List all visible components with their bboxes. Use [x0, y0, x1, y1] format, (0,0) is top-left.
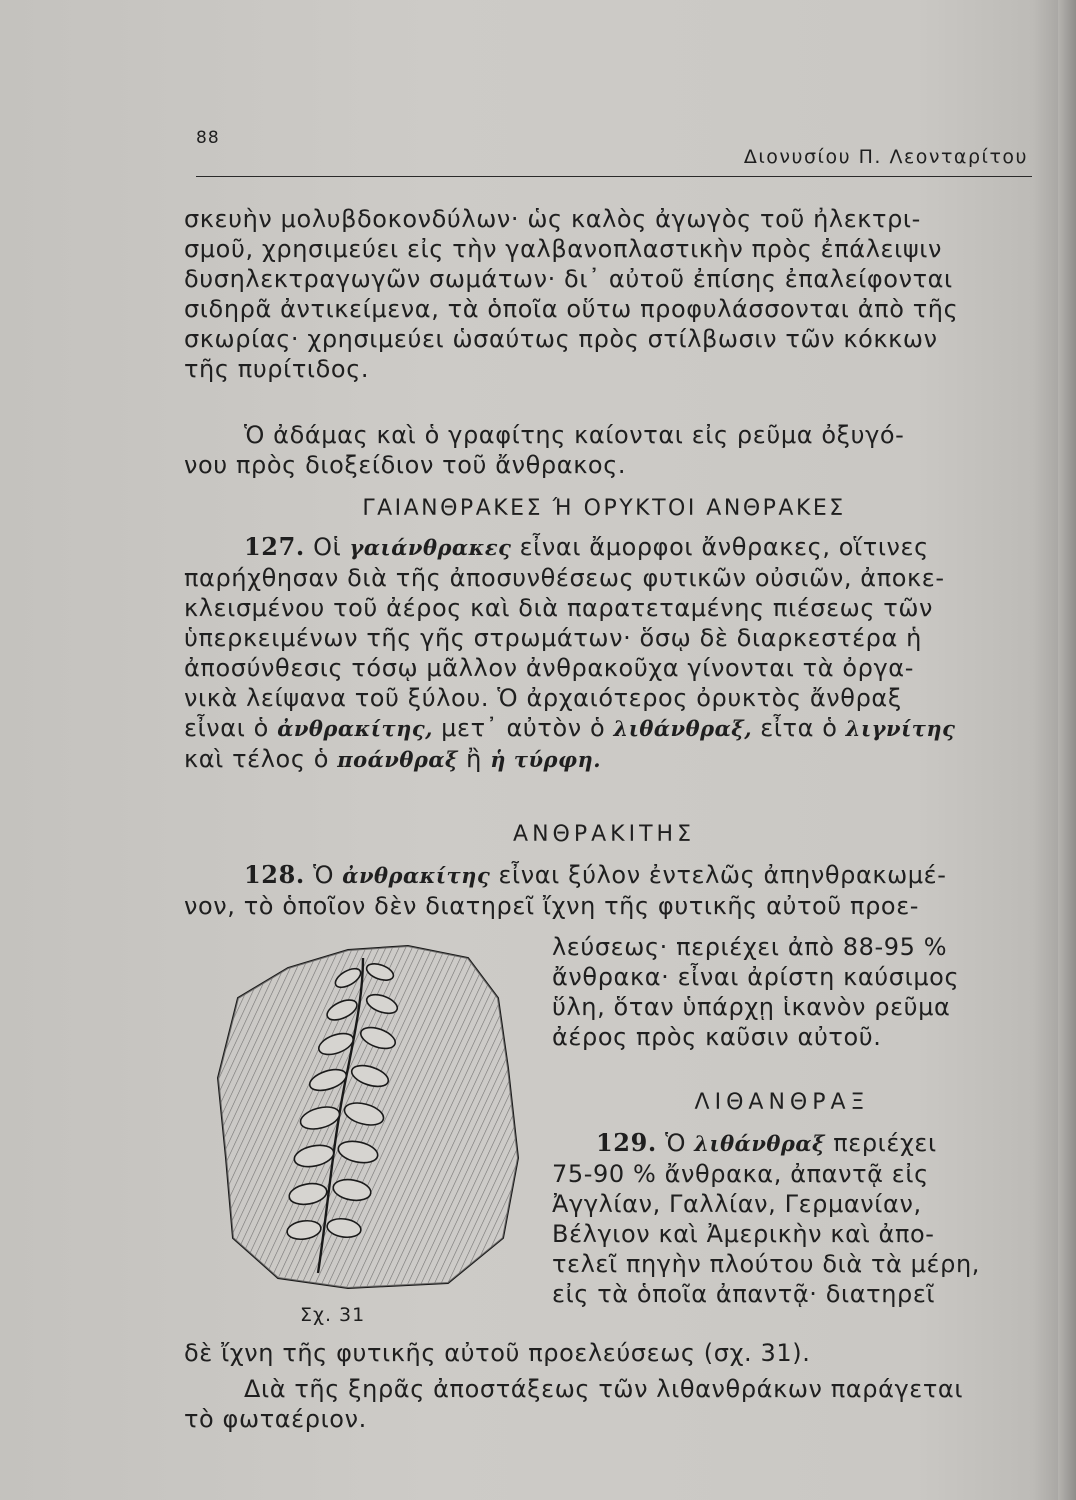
- header-rule: [196, 176, 1032, 177]
- text-line: 75-90 % ἄνθρακα, ἀπαντᾷ εἰς: [552, 1160, 929, 1188]
- text-span: ἢ: [457, 745, 491, 773]
- fern-fossil-illustration-icon: [198, 938, 538, 1310]
- text-line: δυσηλεκτραγωγῶν σωμάτων· δι᾽ αὐτοῦ ἐπίσης ἐπαλείφονται: [184, 265, 953, 293]
- term-peat-coal: ποάνθραξ: [337, 747, 458, 772]
- text-line: σκωρίας· χρησιμεύει ὡσαύτως πρὸς στίλβωσιν τῶν κόκκων: [184, 325, 938, 353]
- text-line: τὸ φωταέριον.: [184, 1405, 367, 1433]
- text-line: ὑπερκειμένων τῆς γῆς στρωμάτων· ὅσῳ δὲ διαρκεστέρα ἡ: [184, 624, 922, 652]
- text-span: περιέχει: [824, 1129, 937, 1157]
- paragraph-number: 128.: [244, 860, 305, 889]
- intro-paragraph: [184, 204, 1024, 384]
- text-line: ἀέρος πρὸς καῦσιν αὐτοῦ.: [552, 1023, 882, 1051]
- text-line: ἄνθρακα· εἶναι ἀρίστη καύσιμος: [552, 963, 960, 991]
- heading-coal: [184, 496, 1024, 521]
- section-129: [552, 1128, 1012, 1309]
- term-coal-stone: λιθάνθραξ: [694, 1131, 825, 1156]
- fern-fossil-figure: [198, 938, 538, 1310]
- figure-caption: Σχ. 31: [300, 1304, 366, 1326]
- paragraph-number: 127.: [244, 532, 305, 561]
- text-line: τελεῖ πηγὴν πλούτου διὰ τὰ μέρη,: [552, 1250, 980, 1278]
- page-number: 88: [196, 128, 220, 148]
- running-title: Διονυσίου Π. Λεονταρίτου: [743, 146, 1028, 168]
- combustion-paragraph: [184, 420, 1024, 480]
- term-lignite: λιγνίτης: [845, 716, 956, 741]
- text-span: εἶναι ὁ: [184, 714, 278, 742]
- text-line: σκευὴν μολυβδοκονδύλων· ὡς καλὸς ἀγωγὸς τοῦ ἠλεκτρι-: [184, 205, 921, 233]
- text-line: Βέλγιον καὶ Ἀμερικὴν καὶ ἀπο-: [552, 1220, 935, 1248]
- text-span: μετ᾽ αὐτὸν ὁ: [432, 714, 614, 742]
- text-line: νου πρὸς διοξείδιον τοῦ ἄνθρακος.: [184, 451, 627, 479]
- text-line: εἰς τὰ ὁποῖα ἀπαντᾷ· διατηρεῖ: [552, 1280, 936, 1308]
- text-line: κλεισμένου τοῦ ἀέρος καὶ διὰ παρατεταμένης πιέσεως τῶν: [184, 594, 934, 622]
- section-127: [184, 532, 1024, 775]
- term-anthracite: ἀνθρακίτης: [342, 863, 491, 888]
- text-span: Οἱ: [304, 533, 350, 561]
- text-line: τῆς πυρίτιδος.: [184, 355, 370, 383]
- text-line: [552, 1128, 1012, 1159]
- text-line: ἀποσύνθεσις τόσῳ μᾶλλον ἀνθρακοῦχα γίνονται τὰ ὀργα-: [184, 654, 914, 682]
- section-129-continuation: [184, 1338, 1024, 1368]
- text-line: νικὰ λείψανα τοῦ ξύλου. Ὁ ἀρχαιότερος ὀρυκτὸς ἄνθραξ: [184, 684, 902, 712]
- text-line: λεύσεως· περιέχει ἀπὸ 88-95 %: [552, 933, 948, 961]
- section-128: [184, 860, 1024, 921]
- closing-paragraph: [184, 1374, 1024, 1434]
- text-line: σιδηρᾶ ἀντικείμενα, τὰ ὁποῖα οὕτω προφυλάσσονται ἀπὸ τῆς: [184, 295, 959, 323]
- text-line: [184, 713, 1024, 744]
- text-line: [184, 744, 1024, 775]
- section-heading: ΑΝΘΡΑΚΙΤΗΣ: [513, 822, 695, 847]
- section-128-wrapped-text: [552, 932, 1012, 1052]
- text-span: εἶναι ἄμορφοι ἄνθρακες, οἵτινες: [511, 533, 929, 561]
- text-line: [184, 860, 1024, 891]
- text-line: παρήχθησαν διὰ τῆς ἀποσυνθέσεως φυτικῶν οὐσιῶν, ἀποκε-: [184, 564, 945, 592]
- text-line: σμοῦ, χρησιμεύει εἰς τὴν γαλβανοπλαστικὴν πρὸς ἐπάλειψιν: [184, 235, 942, 263]
- text-line: νον, τὸ ὁποῖον δὲν διατηρεῖ ἴχνη τῆς φυτικῆς αὐτοῦ προε-: [184, 892, 920, 920]
- term-peat: ἡ τύρφη.: [490, 747, 602, 772]
- heading-anthracite: [184, 822, 1024, 847]
- text-line: [184, 532, 1024, 563]
- text-line: δὲ ἴχνη τῆς φυτικῆς αὐτοῦ προελεύσεως (σχ. 31).: [184, 1339, 811, 1367]
- text-span: εἶναι ξύλον ἐντελῶς ἀπηνθρακωμέ-: [490, 861, 947, 889]
- text-line: Ἀγγλίαν, Γαλλίαν, Γερμανίαν,: [552, 1190, 922, 1218]
- section-heading: ΓΑΙΑΝΘΡΑΚΕΣ Ή ΟΡΥΚΤΟΙ ΑΝΘΡΑΚΕΣ: [362, 496, 846, 521]
- term-coal: γαιάνθρακες: [349, 535, 512, 560]
- term-anthracite: ἀνθρακίτης,: [277, 716, 433, 741]
- text-line: Ὁ ἀδάμας καὶ ὁ γραφίτης καίονται εἰς ρεῦμα ὀξυγό-: [244, 421, 905, 449]
- page-edge-shadow: [1058, 0, 1076, 1500]
- paragraph-number: 129.: [596, 1128, 657, 1157]
- heading-coal-stone: [552, 1090, 1012, 1115]
- text-line: ὕλη, ὅταν ὑπάρχῃ ἱκανὸν ρεῦμα: [552, 993, 951, 1021]
- text-span: Ὁ: [656, 1129, 695, 1157]
- text-line: Διὰ τῆς ξηρᾶς ἀποστάξεως τῶν λιθανθράκων παράγεται: [244, 1375, 964, 1403]
- text-span: Ὁ: [304, 861, 343, 889]
- section-heading: ΛΙΘΑΝΘΡΑΞ: [694, 1090, 870, 1115]
- text-span: καὶ τέλος ὁ: [184, 745, 338, 773]
- term-coal-stone: λιθάνθραξ,: [613, 716, 753, 741]
- text-span: εἶτα ὁ: [752, 714, 846, 742]
